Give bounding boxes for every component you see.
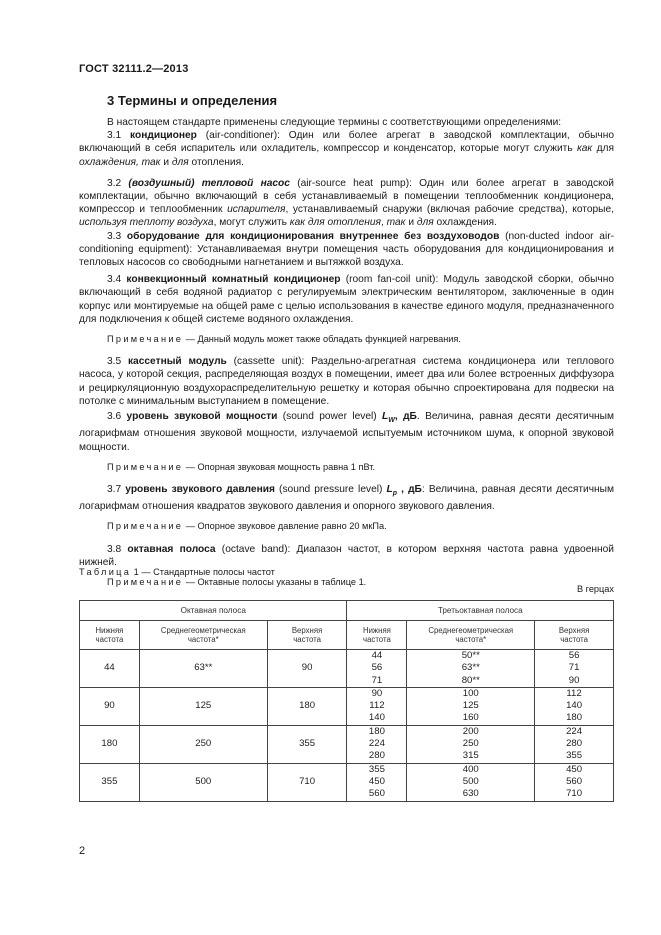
third-octave-value: 180	[368, 725, 385, 737]
definition-3-5: 3.5 кассетный модуль (cassette unit): Раздельно-агрегатная система кондиционера или теплового насоса, у которой секция, распределяющая воздух в помещении, имеет два или более встроенных диффузора и рециркуляционную воздухораспределительную решетку и которая обычно спроектирована для подвески на потолке с минимальным выступанием в помещение.	[79, 356, 614, 407]
third-octave-value: 90	[371, 687, 383, 699]
third-octave-value: 71	[371, 674, 383, 686]
col-mid-frequency: Среднегеометрическая частота*	[407, 621, 535, 650]
definitions-body	[79, 116, 614, 598]
page-number: 2	[79, 845, 86, 857]
octave-cell: 44	[80, 650, 140, 688]
table-caption: Таблица 1 — Стандартные полосы частот	[79, 567, 275, 577]
definition-3-2: 3.2 (воздушный) тепловой насос (air-source heat pump): Один или более агрегат в заводской комплектации, обычно включающий в себя устанавливаемый в помещении теплообменник кондиционера, компрессор и теплообменник испарителя, устанавливаемый снаружи (включая рабочие средства), которые, используя теплоту воздуха, могут служить как для отопления, так и для охлаждения.	[79, 177, 615, 229]
octave-cell: 125	[139, 687, 267, 725]
third-octave-cell	[347, 725, 407, 763]
third-octave-value: 560	[566, 775, 583, 787]
header-octave-band: Октавная полоса	[80, 601, 347, 621]
term: кондиционер	[130, 130, 197, 142]
term: кассетный модуль	[127, 356, 227, 368]
definition-3-1: 3.1 кондиционер (air-conditioner): Один или более агрегат в заводской комплектации, обычно включающий в себя испаритель или охладитель, компрессор и конденсатор, которые могут служить как для охлаждения, так и для отопления.	[79, 130, 615, 168]
third-octave-value: 560	[368, 788, 385, 800]
intro-paragraph: В настоящем стандарте применены следующие термины с соответствующими определениями:	[107, 117, 562, 128]
third-octave-value: 710	[566, 788, 583, 800]
third-octave-value: 224	[566, 725, 583, 737]
header-third-octave-band: Третьоктавная полоса	[347, 601, 614, 621]
table-row	[80, 650, 614, 688]
table-row	[80, 763, 614, 801]
third-octave-value: 63**	[461, 662, 480, 674]
third-octave-value: 112	[566, 687, 582, 699]
third-octave-value: 500	[462, 775, 479, 787]
third-octave-value: 315	[462, 750, 479, 762]
third-octave-cell	[407, 650, 535, 688]
col-lower-frequency: Нижняя частота	[347, 621, 407, 650]
third-octave-cell	[535, 687, 614, 725]
third-octave-cell	[407, 687, 535, 725]
third-octave-value: 125	[462, 700, 479, 712]
octave-cell: 250	[139, 725, 267, 763]
table-row	[80, 687, 614, 725]
third-octave-value: 250	[462, 738, 479, 750]
note-3-7: Примечание — Опорное звуковое давление равно 20 мкПа.	[107, 521, 387, 532]
term: уровень звуковой мощности	[126, 411, 278, 423]
third-octave-value: 90	[568, 674, 580, 686]
octave-cell: 355	[267, 725, 347, 763]
term: конвекционный комнатный кондиционер	[126, 274, 341, 286]
third-octave-value: 50**	[461, 650, 480, 661]
term: оборудование для кондиционирования внутреннее без воздуховодов	[126, 230, 500, 242]
third-octave-cell	[347, 763, 407, 801]
third-octave-cell	[407, 763, 535, 801]
section-title: 3 Термины и определения	[107, 93, 278, 108]
third-octave-value: 630	[462, 788, 479, 800]
col-upper-frequency: Верхняя частота	[535, 621, 614, 650]
third-octave-value: 100	[462, 687, 479, 699]
note-3-6: Примечание — Опорная звуковая мощность равна 1 пВт.	[107, 461, 376, 472]
octave-cell: 710	[267, 763, 347, 801]
third-octave-cell	[347, 650, 407, 688]
octave-cell: 500	[139, 763, 267, 801]
octave-cell: 355	[80, 763, 140, 801]
definition-3-3: 3.3 оборудование для кондиционирования внутреннее без воздуховодов (non-ducted indoor air-conditioning equipment): Устанавливаемая внутри помещения часть оборудования для кондиционирования и тепловых насосов со свободными нагнетанием и вытяжкой воздуха.	[79, 230, 614, 269]
octave-cell: 180	[267, 687, 347, 725]
third-octave-value: 400	[462, 763, 479, 775]
definition-3-7: 3.7 уровень звукового давления (sound pressure level) $L_p$ , дБ: Величина, равная десяти десятичным логарифмам отношения квадратов звукового давления и опорного звукового давления.	[79, 483, 614, 513]
third-octave-value: 355	[566, 750, 583, 762]
table-row	[80, 725, 614, 763]
col-upper-frequency: Верхняя частота	[267, 621, 347, 650]
definition-3-4: 3.4 конвекционный комнатный кондиционер (room fan-coil unit): Модуль заводской сборки, обычно включающий в себя водяной радиатор с регулируемым электрическим вентилятором, заключенные в один корпус или монтируемые на общей раме с целью использования в качестве единого модуля, предназначенного для подключения к общей системе водяного охлаждения.	[79, 274, 615, 325]
third-octave-value: 56	[371, 662, 383, 674]
col-mid-frequency: Среднегеометрическая частота*	[139, 621, 267, 650]
third-octave-value: 280	[368, 750, 385, 762]
third-octave-value: 224	[368, 738, 385, 750]
third-octave-value: 112	[369, 700, 385, 712]
term: уровень звукового давления	[125, 483, 275, 495]
third-octave-value: 200	[462, 725, 479, 737]
third-octave-cell	[407, 725, 535, 763]
third-octave-value: 80**	[461, 674, 480, 686]
octave-cell: 180	[80, 725, 140, 763]
third-octave-cell	[535, 763, 614, 801]
definition-3-8: 3.8 октавная полоса (octave band): Диапазон частот, в котором верхняя частота равна удвоенной нижней.	[79, 543, 614, 568]
third-octave-value: 450	[368, 775, 385, 787]
third-octave-cell	[535, 725, 614, 763]
third-octave-value: 160	[462, 712, 479, 724]
third-octave-value: 450	[566, 763, 583, 775]
definition-3-6: 3.6 уровень звуковой мощности (sound power level) $L_W$, дБ. Величина, равная десяти десятичным логарифмам отношения звуковой мощности, излучаемой испытуемым источником шума, к опорной звуковой мощности.	[79, 411, 614, 453]
document-header: ГОСТ 32111.2—2013	[79, 63, 189, 75]
octave-cell: 90	[80, 687, 140, 725]
table-unit: В герцах	[576, 584, 614, 594]
octave-cell: 63**	[139, 650, 267, 688]
third-octave-cell	[535, 650, 614, 688]
third-octave-value: 44	[371, 650, 383, 661]
third-octave-value: 140	[368, 712, 385, 724]
third-octave-value: 56	[568, 650, 580, 661]
third-octave-value: 140	[566, 700, 583, 712]
frequency-bands-table	[79, 600, 614, 802]
note-3-4: Примечание — Данный модуль может также обладать функцией нагревания.	[107, 334, 461, 345]
third-octave-value: 355	[368, 763, 385, 775]
third-octave-value: 280	[566, 738, 583, 750]
third-octave-value: 180	[566, 712, 583, 724]
note-3-8: Примечание — Октавные полосы указаны в таблице 1.	[107, 576, 367, 587]
octave-cell: 90	[267, 650, 347, 688]
term: октавная полоса	[127, 543, 216, 555]
third-octave-cell	[347, 687, 407, 725]
third-octave-value: 71	[568, 662, 580, 674]
term: (воздушный) тепловой насос	[128, 177, 290, 189]
col-lower-frequency: Нижняя частота	[80, 621, 140, 650]
